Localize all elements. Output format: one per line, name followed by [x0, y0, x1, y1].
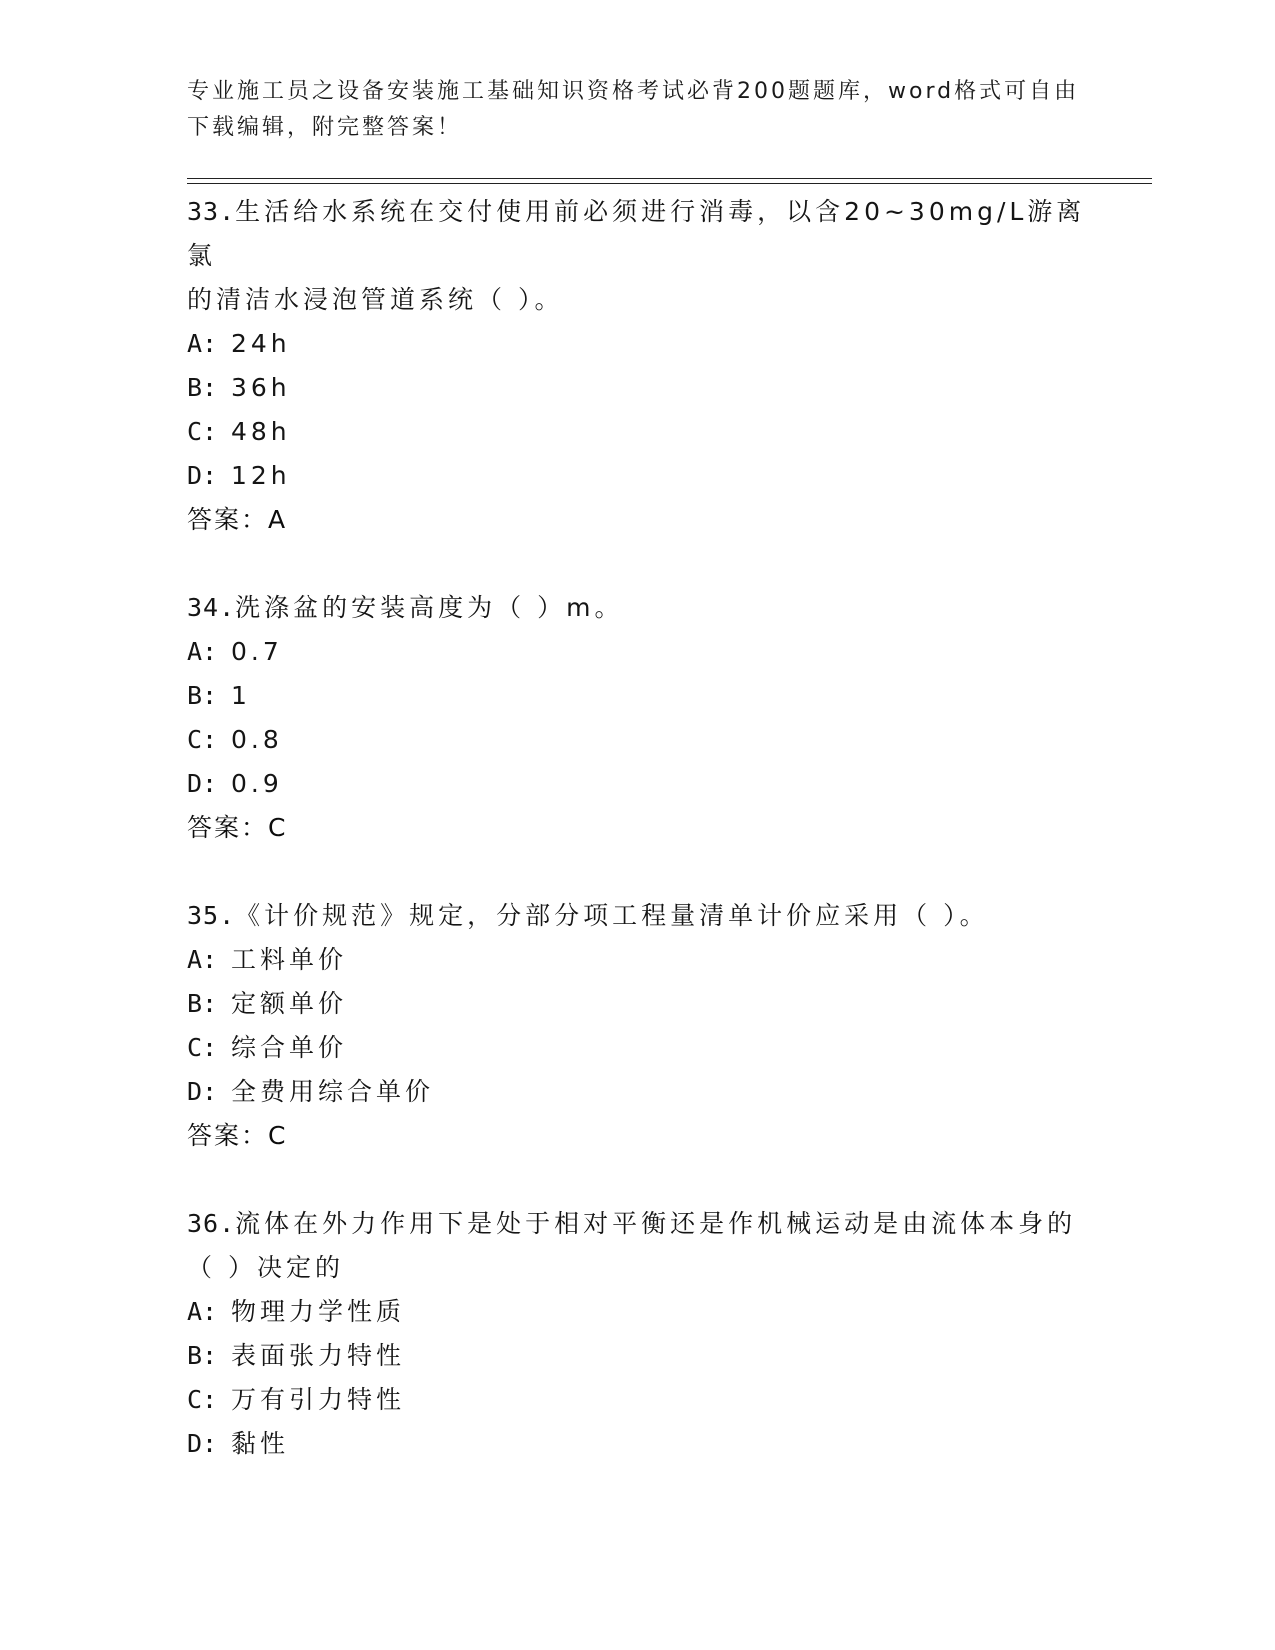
- question-text-line-1: 生活给水系统在交付使用前必须进行消毒，以含20~30mg/L游离氯: [187, 197, 1086, 270]
- option-letter: D:: [187, 461, 218, 490]
- header-line-2: 下载编辑，附完整答案！: [187, 115, 463, 140]
- option-letter: C:: [187, 1385, 218, 1414]
- option-letter: B:: [187, 989, 218, 1018]
- option-text: 综合单价: [231, 1033, 348, 1062]
- option-letter: D:: [187, 1077, 218, 1106]
- option-b: [187, 674, 1107, 718]
- answer-text: 答案：C: [187, 813, 288, 842]
- option-letter: D:: [187, 769, 218, 798]
- option-a: [187, 322, 1107, 366]
- option-text: 工料单价: [231, 945, 348, 974]
- question-list: [187, 190, 1107, 1466]
- option-d: [187, 1070, 1107, 1114]
- option-c: [187, 1378, 1107, 1422]
- header-divider-top: [187, 178, 1152, 179]
- option-text: 36h: [231, 373, 291, 402]
- option-b: [187, 366, 1107, 410]
- question-text-line-2: （ ）决定的: [187, 1253, 344, 1282]
- question-text-line-2: 的清洁水浸泡管道系统（ ）。: [187, 285, 564, 314]
- question-36: [187, 1202, 1107, 1466]
- option-letter: A:: [187, 329, 218, 358]
- question-number: 36.: [187, 1209, 236, 1238]
- option-text: 12h: [231, 461, 291, 490]
- option-text: 0.8: [231, 725, 283, 754]
- option-text: 黏性: [231, 1429, 290, 1458]
- question-number: 35.: [187, 901, 236, 930]
- option-text: 24h: [231, 329, 291, 358]
- question-text: [187, 586, 1107, 630]
- answer-text: 答案：C: [187, 1121, 288, 1150]
- option-letter: A:: [187, 637, 218, 666]
- option-letter: D:: [187, 1429, 218, 1458]
- question-text-line-1: 《计价规范》规定，分部分项工程量清单计价应采用（ ）。: [235, 901, 989, 930]
- question-spacer: [187, 850, 1107, 894]
- question-33: [187, 190, 1107, 542]
- option-b: [187, 1334, 1107, 1378]
- question-spacer: [187, 542, 1107, 586]
- option-a: [187, 630, 1107, 674]
- question-text: [187, 1202, 1107, 1246]
- header-divider-bottom: [187, 183, 1152, 184]
- option-text: 表面张力特性: [231, 1341, 406, 1370]
- option-letter: B:: [187, 681, 218, 710]
- option-text: 全费用综合单价: [231, 1077, 435, 1106]
- question-number: 34.: [187, 593, 236, 622]
- question-number: 33.: [187, 197, 236, 226]
- option-letter: A:: [187, 1297, 218, 1326]
- option-b: [187, 982, 1107, 1026]
- option-text: 定额单价: [231, 989, 348, 1018]
- question-text-line-1: 洗涤盆的安装高度为（ ）m。: [235, 593, 624, 622]
- option-c: [187, 410, 1107, 454]
- option-letter: B:: [187, 373, 218, 402]
- question-text: [187, 894, 1107, 938]
- option-text: 48h: [231, 417, 291, 446]
- question-34: [187, 586, 1107, 850]
- option-letter: C:: [187, 417, 218, 446]
- option-d: [187, 762, 1107, 806]
- option-text: 物理力学性质: [231, 1297, 406, 1326]
- question-35: [187, 894, 1107, 1158]
- option-letter: B:: [187, 1341, 218, 1370]
- option-d: [187, 454, 1107, 498]
- option-text: 0.7: [231, 637, 283, 666]
- option-a: [187, 1290, 1107, 1334]
- option-letter: C:: [187, 1033, 218, 1062]
- question-text: [187, 190, 1107, 278]
- option-d: [187, 1422, 1107, 1466]
- option-letter: C:: [187, 725, 218, 754]
- header-line-1: 专业施工员之设备安装施工基础知识资格考试必背200题题库，word格式可自由: [187, 79, 1080, 104]
- option-c: [187, 1026, 1107, 1070]
- option-a: [187, 938, 1107, 982]
- option-text: 万有引力特性: [231, 1385, 406, 1414]
- answer-text: 答案：A: [187, 505, 288, 534]
- option-c: [187, 718, 1107, 762]
- option-letter: A:: [187, 945, 218, 974]
- question-spacer: [187, 1158, 1107, 1202]
- question-text-line-1: 流体在外力作用下是处于相对平衡还是作机械运动是由流体本身的: [235, 1209, 1077, 1238]
- document-header: [187, 74, 1087, 146]
- option-text: 1: [231, 681, 251, 710]
- option-text: 0.9: [231, 769, 283, 798]
